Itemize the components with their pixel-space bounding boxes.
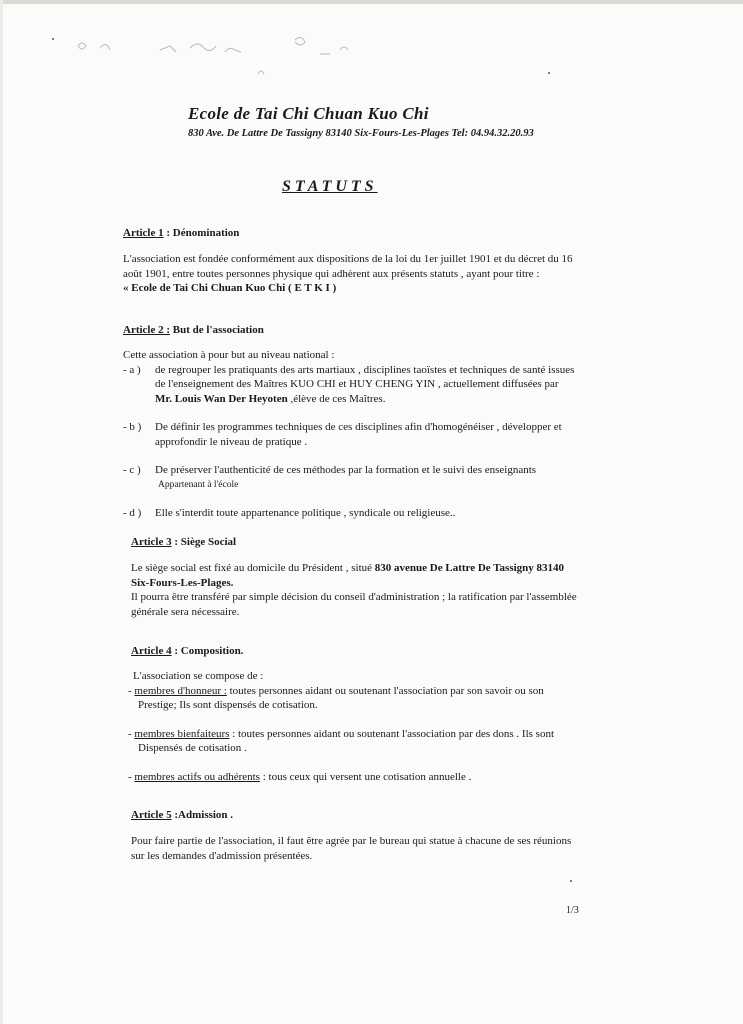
list-marker: - d ) bbox=[123, 507, 142, 519]
article-5-title: :Admission . bbox=[171, 809, 234, 821]
list-item bbox=[123, 463, 613, 492]
member-type-text: Dispensés de cotisation . bbox=[138, 742, 247, 754]
list-item bbox=[123, 506, 613, 521]
article-2-heading bbox=[123, 323, 264, 338]
list-item-text: ,élève de ces Maîtres. bbox=[287, 392, 386, 405]
head-office-address: 830 avenue De Lattre De Tassigny 83140 bbox=[374, 562, 565, 574]
article-4-label: Article 4 bbox=[131, 645, 172, 657]
article-5-line: sur les demandes d'admission présentées. bbox=[131, 849, 313, 862]
scan-edge-top bbox=[0, 0, 743, 4]
scan-speck bbox=[52, 38, 54, 40]
scan-edge-left bbox=[0, 0, 3, 1024]
teacher-name: Mr. Louis Wan Der Heyoten bbox=[155, 392, 288, 405]
article-5-heading bbox=[131, 808, 233, 823]
article-3-line: générale sera nécessaire. bbox=[131, 605, 240, 618]
article-5-line: Pour faire partie de l'association, il faut être agrée par le bureau qui statue à chacune de ses réunions bbox=[131, 835, 572, 847]
article-3-title: : Siège Social bbox=[171, 536, 237, 548]
list-item bbox=[123, 420, 613, 449]
member-type-text: Prestige; Ils sont dispensés de cotisation. bbox=[138, 699, 318, 711]
article-4-heading bbox=[131, 644, 243, 659]
scan-speck bbox=[548, 72, 550, 74]
article-5-label: Article 5 bbox=[131, 809, 172, 821]
list-item bbox=[123, 363, 613, 378]
member-type-text: : toutes personnes aidant ou soutenant l'association par des dons . Ils sont bbox=[229, 727, 555, 740]
article-3-line: Le siège social est fixé au domicile du Président , situé bbox=[131, 562, 375, 574]
scan-speck bbox=[570, 880, 572, 882]
article-4-intro: L'association se compose de : bbox=[133, 670, 264, 682]
article-1-title: : Dénomination bbox=[163, 227, 240, 239]
member-type-term: membres actifs ou adhérents bbox=[134, 770, 260, 783]
member-type-term: membres bienfaiteurs bbox=[134, 727, 230, 740]
school-name: Ecole de Tai Chi Chuan Kuo Chi bbox=[188, 104, 429, 123]
letterhead bbox=[188, 104, 534, 139]
article-2-title: But de l'association bbox=[170, 324, 264, 336]
article-1-label: Article 1 bbox=[123, 227, 164, 239]
list-item-text: de regrouper les pratiquants des arts martiaux , disciplines taoïstes et techniques de santé issues bbox=[155, 363, 575, 376]
article-5-body bbox=[131, 834, 611, 863]
faint-pencil-marks bbox=[40, 28, 400, 88]
list-marker: - a ) bbox=[123, 363, 141, 376]
member-type-text: : tous ceux qui versent une cotisation annuelle . bbox=[259, 770, 472, 783]
article-1-line: L'association est fondée conformément aux dispositions de la loi du 1er juillet 1901 et du décret du 16 bbox=[123, 253, 573, 265]
article-4-title: : Composition. bbox=[171, 645, 244, 657]
article-2-label: Article 2 : bbox=[123, 324, 171, 336]
page-number: 1/3 bbox=[566, 905, 579, 916]
article-4-body: L'association se compose de : - membres d'honneur : toutes personnes aidant ou soutenant l'association par son savoir ou son Prestige; Ils sont dispensés de cotisation. - membres bienfaiteurs : toutes personnes aidant ou soutenant l'association par des dons . Ils sont Dispensés de cotisation . - membres actifs ou adhérents : tous ceux qui versent une cotisation annuelle . bbox=[128, 669, 608, 784]
article-3-body bbox=[131, 561, 611, 619]
list-marker: - c ) bbox=[123, 464, 141, 476]
list-item-text: De préserver l'authenticité de ces méthodes par la formation et le suivi des enseignants bbox=[155, 464, 537, 476]
document-title: STATUTS bbox=[282, 178, 378, 195]
article-3-heading bbox=[131, 535, 236, 550]
list-item-text: de l'enseignement des Maîtres KUO CHI et HUY CHENG YIN , actuellement diffusées par bbox=[155, 378, 559, 390]
member-type-text: toutes personnes aidant ou soutenant l'association par son savoir ou son bbox=[226, 684, 544, 697]
article-1-heading bbox=[123, 226, 239, 241]
head-office-city: Six-Fours-Les-Plages. bbox=[131, 576, 234, 589]
article-1-line: août 1901, entre toutes personnes physique qui adhèrent aux présents statuts , ayant pour titre : bbox=[123, 267, 540, 280]
article-2-body bbox=[123, 348, 613, 521]
article-1-line: « Ecole de Tai Chi Chuan Kuo Chi ( E T K I ) bbox=[123, 282, 337, 294]
list-item-continuation bbox=[123, 377, 613, 406]
list-marker: - b ) bbox=[123, 421, 142, 433]
school-address: 830 Ave. De Lattre De Tassigny 83140 Six-Fours-Les-Plages Tel: 04.94.32.20.93 bbox=[188, 128, 534, 139]
list-item-text: approfondir le niveau de pratique . bbox=[155, 435, 308, 448]
article-2-intro: Cette association à pour but au niveau national : bbox=[123, 349, 335, 361]
article-3-label: Article 3 bbox=[131, 536, 172, 548]
list-item-text: De définir les programmes techniques de ces disciplines afin d'homogénéiser , développer et bbox=[155, 421, 562, 433]
list-item-text: Elle s'interdit toute appartenance politique , syndicale ou religieuse.. bbox=[155, 507, 456, 519]
article-3-line: Il pourra être transféré par simple décision du conseil d'administration ; la ratification par l'assemblée bbox=[131, 591, 577, 603]
list-item-text: Appartenant à l'école bbox=[158, 479, 239, 490]
member-type-term: membres d'honneur : bbox=[134, 684, 227, 697]
article-1-body bbox=[123, 252, 603, 296]
